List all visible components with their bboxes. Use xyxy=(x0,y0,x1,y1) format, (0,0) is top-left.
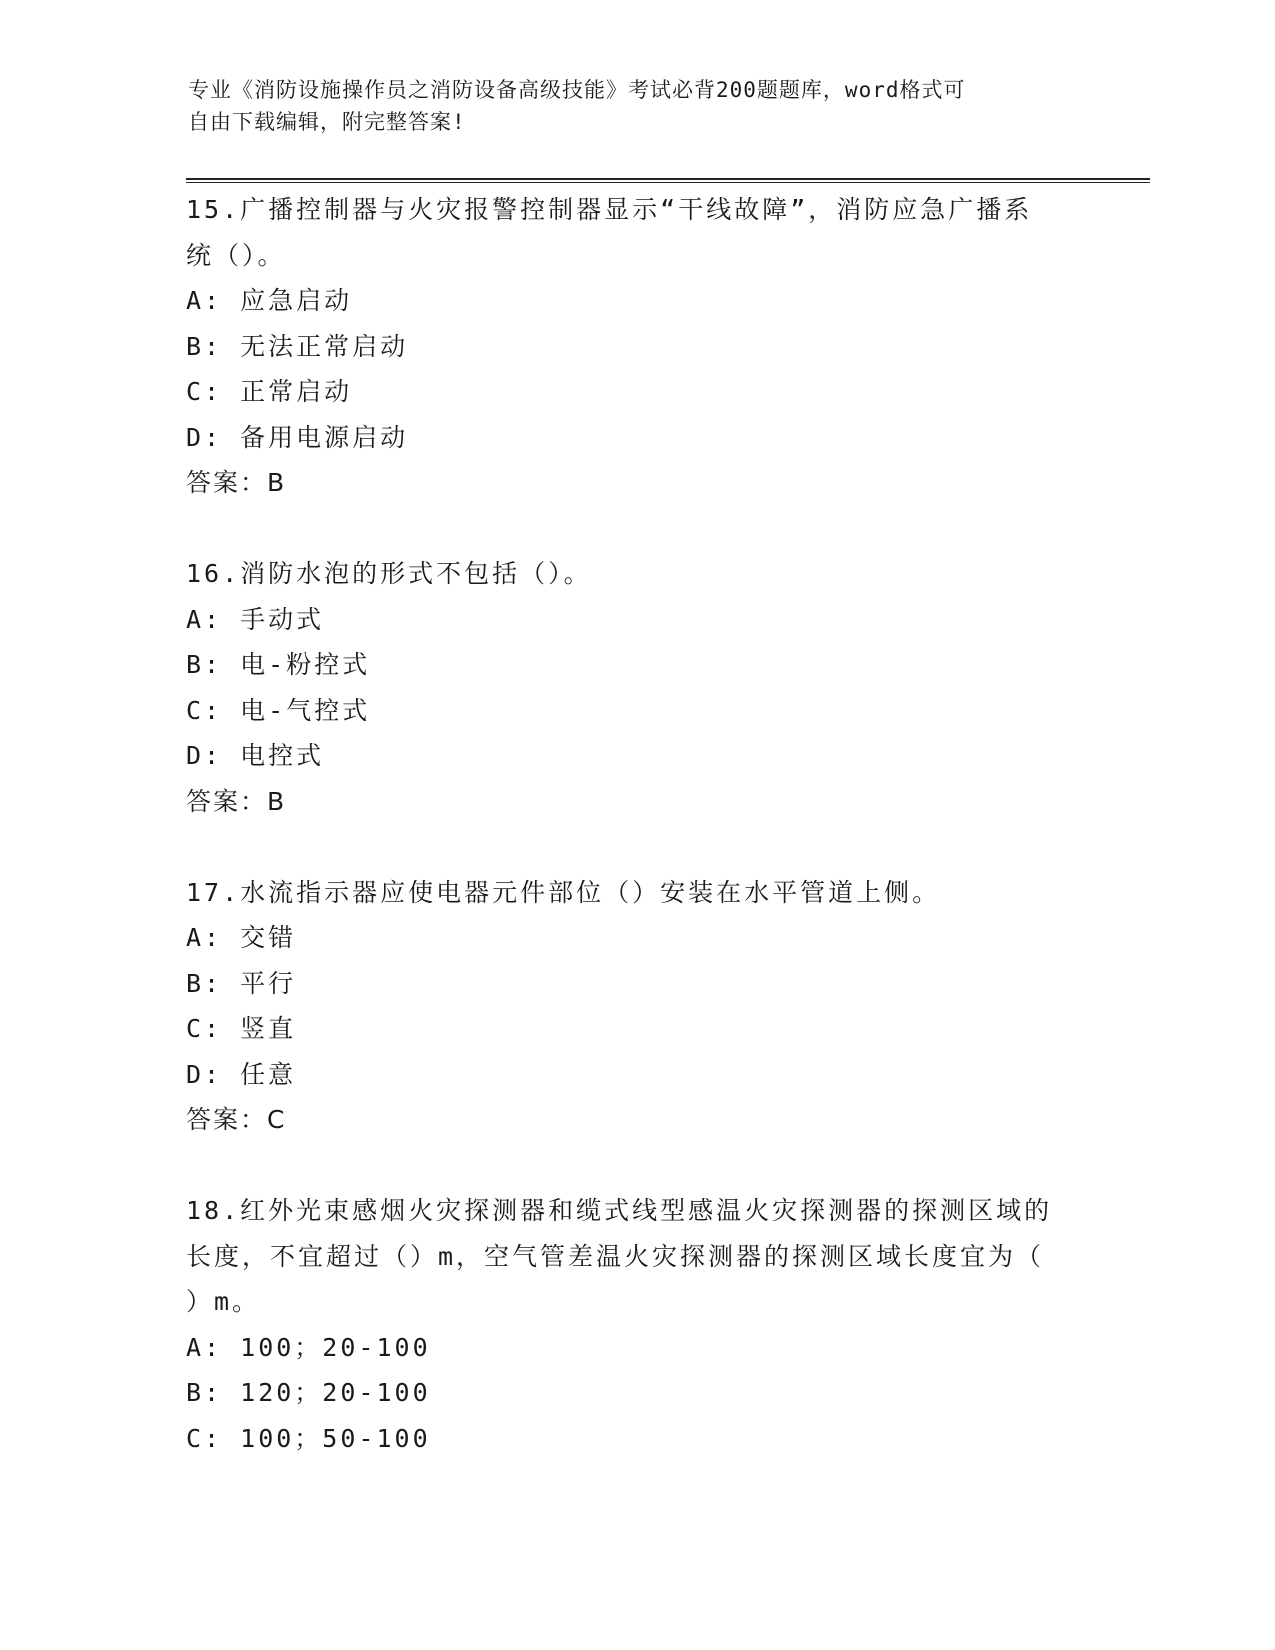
option-a: A: 交错 xyxy=(186,923,297,952)
option-c: C: 正常启动 xyxy=(186,377,353,406)
question-16 xyxy=(186,551,1086,824)
answer-value: B xyxy=(267,468,286,497)
question-stem-line: 长度，不宜超过（）m，空气管差温火灾探测器的探测区域长度宜为（ xyxy=(186,1241,1045,1271)
option-c: C: 100；50-100 xyxy=(186,1423,431,1453)
answer-label: 答案： xyxy=(186,786,268,816)
option-a: A: 100；20-100 xyxy=(186,1332,431,1362)
header-divider-thick xyxy=(186,178,1150,180)
option-d: D: 电控式 xyxy=(186,741,325,770)
question-18 xyxy=(186,1188,1086,1461)
answer-label: 答案： xyxy=(186,1105,268,1134)
document-header xyxy=(188,74,1068,138)
question-stem-line: 17.水流指示器应使电器元件部位（）安装在水平管道上侧。 xyxy=(186,877,941,907)
answer-line xyxy=(186,779,1086,825)
answer-value: B xyxy=(267,786,286,816)
option-b: B: 电-粉控式 xyxy=(186,650,371,679)
option-a: A: 手动式 xyxy=(186,604,325,634)
option-c: C: 竖直 xyxy=(186,1014,297,1043)
option-d: D: 任意 xyxy=(186,1059,297,1089)
header-divider-thin xyxy=(186,182,1150,183)
answer-value: C xyxy=(267,1105,286,1134)
question-stem-line: 统（）。 xyxy=(186,240,286,270)
option-b: B: 120；20-100 xyxy=(186,1378,431,1407)
question-list xyxy=(186,187,1086,1461)
answer-line xyxy=(186,1097,1086,1143)
option-b: B: 平行 xyxy=(186,968,297,998)
header-line-1: 专业《消防设施操作员之消防设备高级技能》考试必背200题题库，word格式可 xyxy=(188,78,966,102)
question-spacer xyxy=(186,824,1086,870)
question-stem-line: ）m。 xyxy=(186,1287,261,1316)
option-d: D: 备用电源启动 xyxy=(186,422,409,452)
question-15 xyxy=(186,187,1086,506)
option-b: B: 无法正常启动 xyxy=(186,331,409,361)
header-line-2: 自由下载编辑，附完整答案! xyxy=(188,110,466,134)
option-c: C: 电-气控式 xyxy=(186,695,371,725)
option-a: A: 应急启动 xyxy=(186,286,353,315)
question-17 xyxy=(186,870,1086,1143)
question-stem-line: 16.消防水泡的形式不包括（）。 xyxy=(186,559,592,588)
answer-line xyxy=(186,460,1086,506)
question-stem-line: 18.红外光束感烟火灾探测器和缆式线型感温火灾探测器的探测区域的 xyxy=(186,1196,1053,1225)
question-spacer xyxy=(186,506,1086,552)
question-stem-line: 15.广播控制器与火灾报警控制器显示“干线故障”，消防应急广播系 xyxy=(186,195,1033,224)
answer-label: 答案： xyxy=(186,468,268,497)
question-spacer xyxy=(186,1143,1086,1189)
